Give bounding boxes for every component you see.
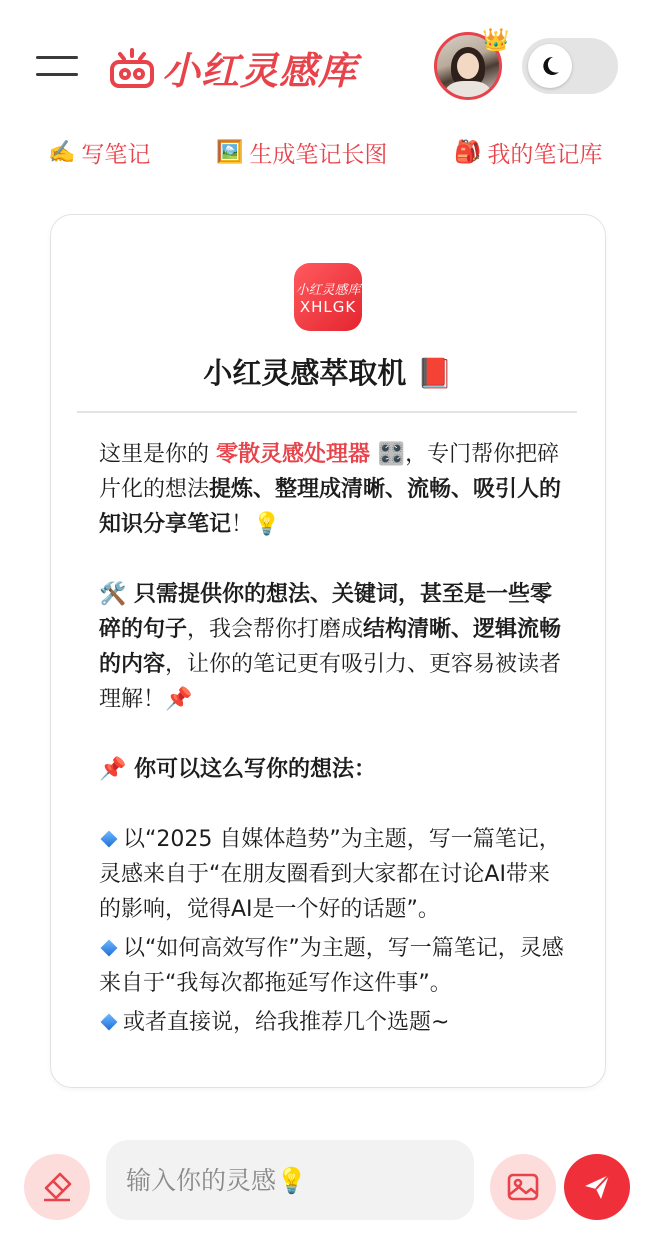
example-item: 或者直接说，给我推荐几个选题~ [99,1005,569,1040]
eraser-icon [40,1170,74,1204]
blue-diamond-icon [101,1014,118,1031]
eraser-button[interactable] [24,1154,90,1220]
card-logo-text: 小红灵感库 [295,282,361,298]
send-button[interactable] [564,1154,630,1220]
composer-bar [0,1140,662,1224]
card-content [99,437,569,1040]
card-title: 小红灵感萃取机 📕 [203,356,453,390]
example-item: 以“如何高效写作”为主题，写一篇笔记，灵感来自于“我每次都拖延写作这件事”。 [99,936,564,996]
top-nav [0,136,662,176]
writing-hand-icon: ✍️ [48,140,76,165]
nav-generate-long-image-label: 生成笔记长图 [249,142,388,168]
card-logo-abbr: XHLGK [299,297,357,316]
examples-heading: 📌 你可以这么写你的想法： [99,757,377,782]
app-name: 小红灵感库 [162,48,358,93]
card-app-logo [294,263,362,331]
blue-diamond-icon [101,831,118,848]
blue-diamond-icon [101,940,118,957]
backpack-icon: 🎒 [454,140,482,165]
nav-write-note-label: 写笔记 [81,142,151,168]
nav-generate-long-image[interactable] [216,136,387,169]
highlight-processor: 零散灵感处理器 🎛️ [216,442,406,467]
nav-my-library[interactable] [454,136,602,169]
moon-icon [538,54,562,78]
intro-card [50,214,606,1088]
avatar[interactable] [434,28,510,100]
how-it-works-paragraph: 🛠️ 只需提供你的想法、关键词，甚至是一些零碎的句子，我会帮你打磨成结构清晰、逻辑流畅的内容，让你的笔记更有吸引力、更容易被读者理解！📌 [99,582,562,712]
logo-camera-icon [108,46,156,90]
crown-icon: 👑 [482,28,510,53]
intro-paragraph: 这里是你的 零散灵感处理器 🎛️，专门帮你把碎片化的想法提炼、整理成清晰、流畅、吸引人的知识分享笔记！💡 [99,442,562,537]
nav-write-note[interactable] [48,136,150,169]
header [0,0,662,120]
inspiration-input[interactable] [106,1140,474,1220]
example-item: 以“2025 自媒体趋势”为主题，写一篇笔记，灵感来自于“在朋友圈看到大家都在讨论AI带来的影响，觉得AI是一个好的话题”。 [99,827,561,922]
menu-icon[interactable] [36,52,78,80]
theme-toggle[interactable] [522,38,618,94]
nav-my-library-label: 我的笔记库 [487,142,603,168]
image-upload-button[interactable] [490,1154,556,1220]
app-logo[interactable] [108,40,357,95]
picture-icon: 🖼️ [216,140,244,165]
send-icon [581,1171,613,1203]
image-icon [506,1170,540,1204]
divider [77,411,577,413]
